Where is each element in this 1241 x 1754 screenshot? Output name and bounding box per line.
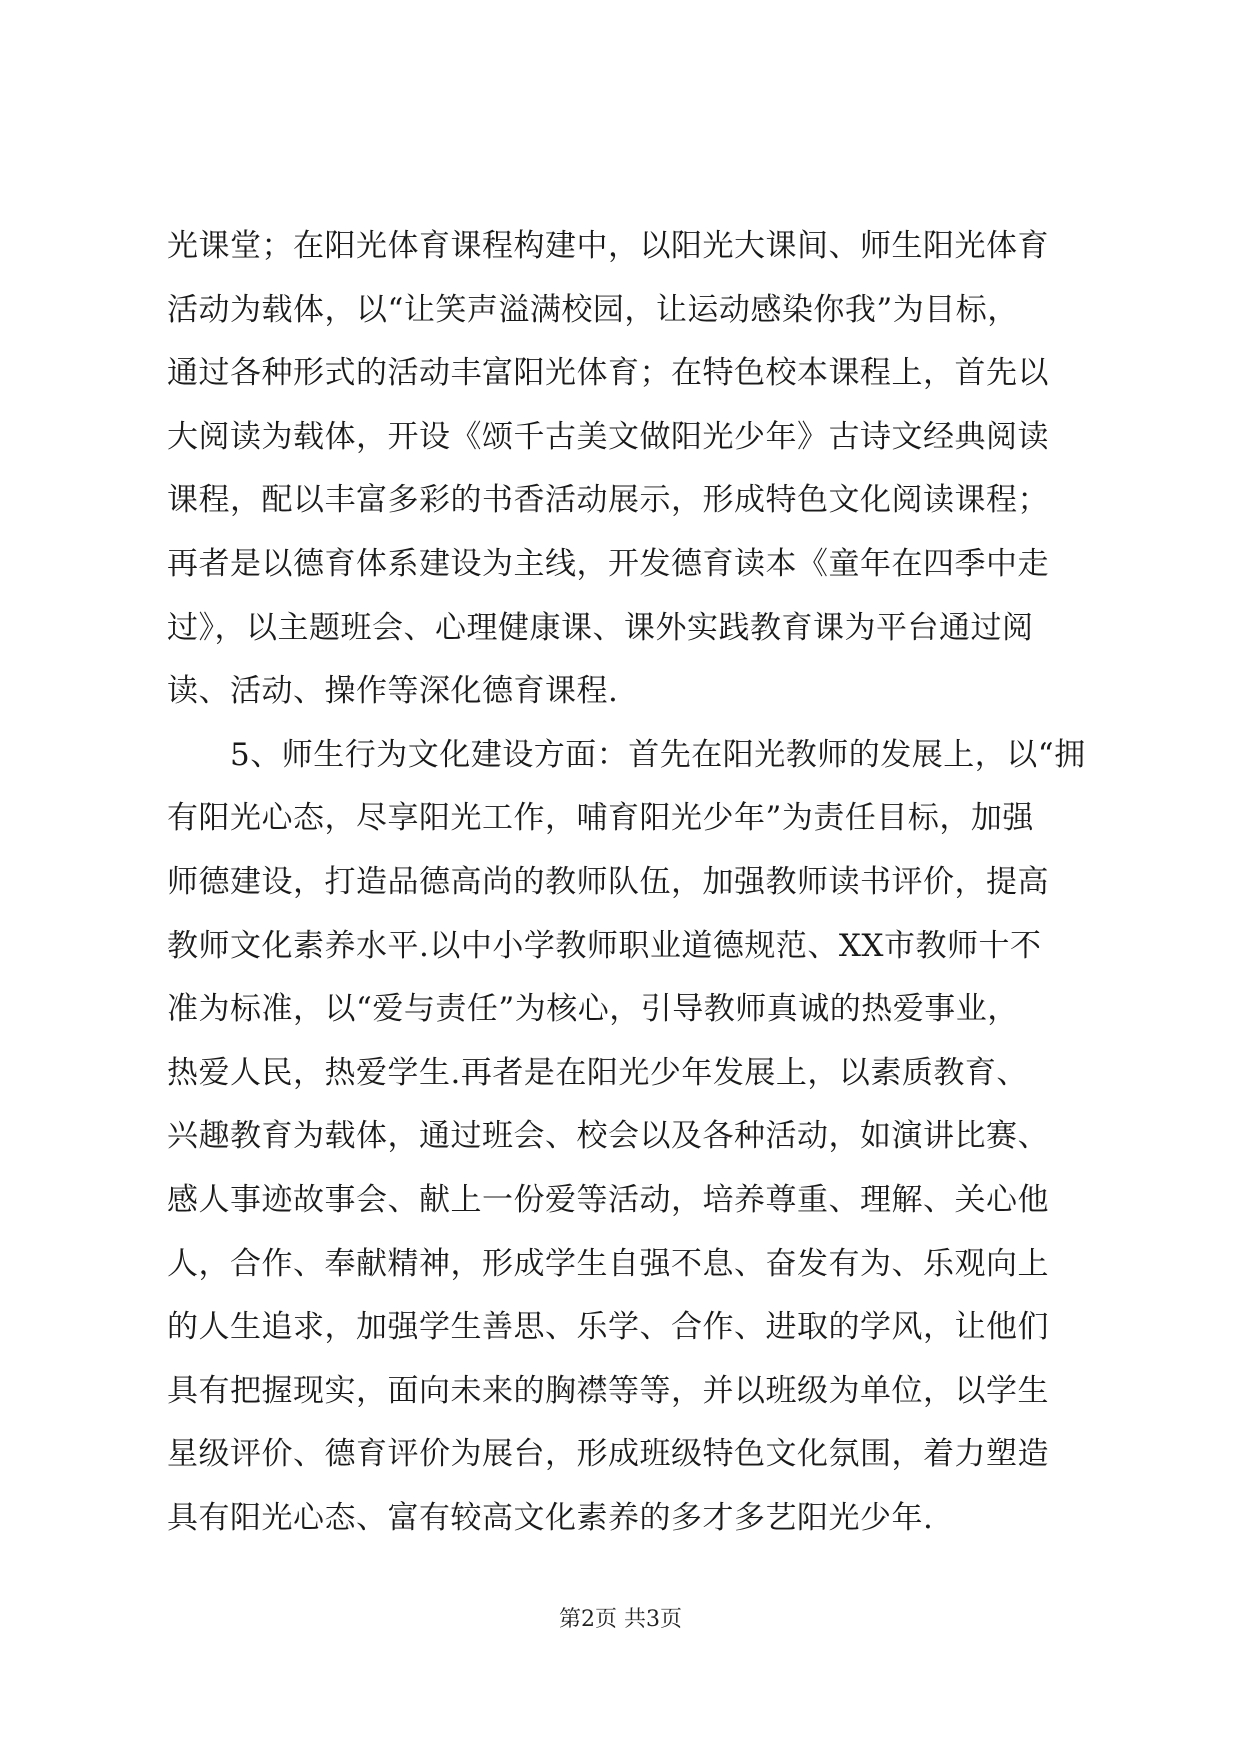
text-line: 光课堂；在阳光体育课程构建中，以阳光大课间、师生阳光体育 (167, 228, 1049, 264)
text-line: 具有阳光心态、富有较高文化素养的多才多艺阳光少年. (167, 1499, 934, 1536)
text-line: 5、师生行为文化建设方面：首先在阳光教师的发展上，以“拥 (167, 736, 1086, 773)
text-line: 读、活动、操作等深化德育课程. (167, 673, 619, 710)
body-text (167, 226, 1087, 1561)
text-line: 具有把握现实，面向未来的胸襟等等，并以班级为单位，以学生 (167, 1372, 1049, 1409)
text-line: 师德建设，打造品德高尚的教师队伍，加强教师读书评价，提高 (167, 863, 1049, 900)
page-footer: 第2页 共3页 (559, 1607, 682, 1632)
text-line: 通过各种形式的活动丰富阳光体育；在特色校本课程上，首先以 (167, 355, 1049, 392)
text-line: 星级评价、德育评价为展台，形成班级特色文化氛围，着力塑造 (167, 1436, 1049, 1473)
text-line: 课程，配以丰富多彩的书香活动展示，形成特色文化阅读课程； (167, 482, 1049, 519)
text-line: 有阳光心态，尽享阳光工作，哺育阳光少年”为责任目标，加强 (167, 800, 1034, 837)
text-line: 活动为载体，以“让笑声溢满校园，让运动感染你我”为目标， (167, 291, 1019, 328)
text-line: 过》，以主题班会、心理健康课、课外实践教育课为平台通过阅 (167, 609, 1034, 646)
text-line: 准为标准，以“爱与责任”为核心，引导教师真诚的热爱事业， (167, 991, 1019, 1028)
text-line: 大阅读为载体，开设《颂千古美文做阳光少年》古诗文经典阅读 (167, 418, 1049, 455)
text-line: 感人事迹故事会、献上一份爱等活动，培养尊重、理解、关心他 (167, 1181, 1049, 1218)
text-line: 兴趣教育为载体，通过班会、校会以及各种活动，如演讲比赛、 (167, 1118, 1049, 1155)
text-line: 教师文化素养水平.以中小学教师职业道德规范、XX市教师十不 (167, 927, 1042, 964)
text-line: 再者是以德育体系建设为主线，开发德育读本《童年在四季中走 (167, 545, 1049, 582)
text-line: 热爱人民，热爱学生.再者是在阳光少年发展上，以素质教育、 (167, 1054, 1028, 1091)
text-line: 的人生追求，加强学生善思、乐学、合作、进取的学风，让他们 (167, 1309, 1049, 1346)
text-line: 人，合作、奉献精神，形成学生自强不息、奋发有为、乐观向上 (167, 1245, 1049, 1282)
